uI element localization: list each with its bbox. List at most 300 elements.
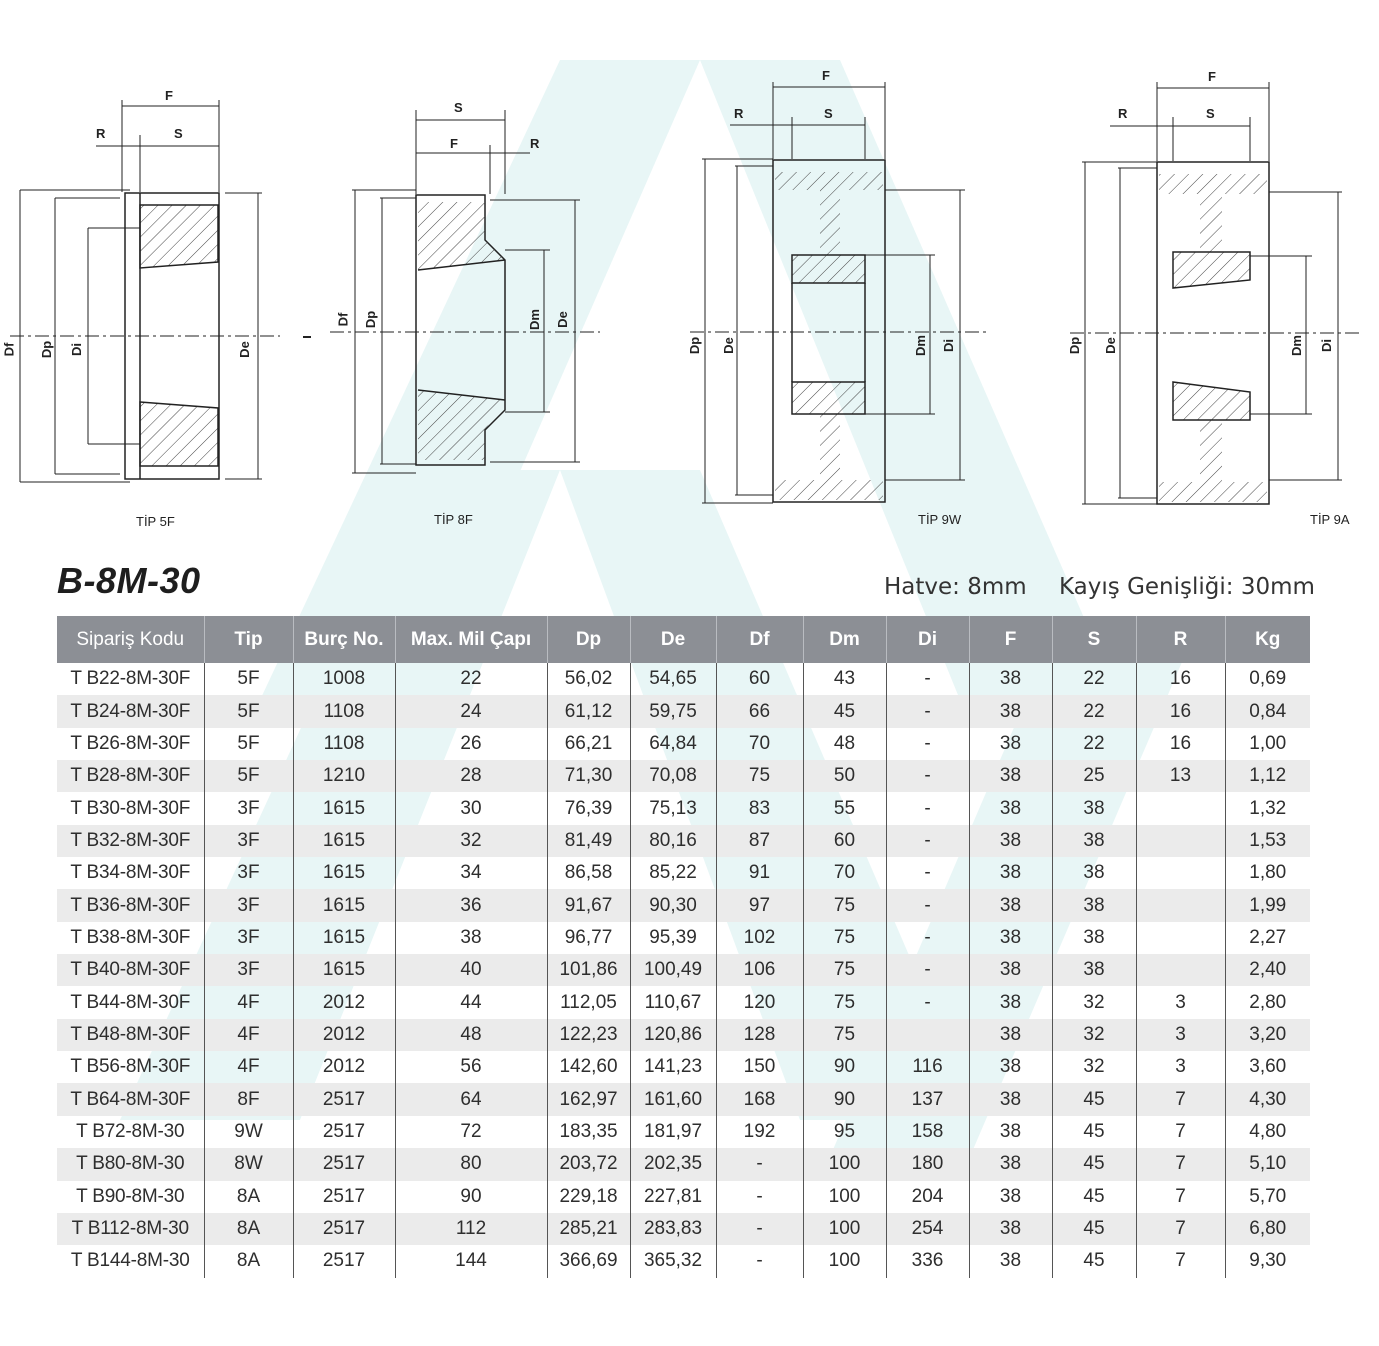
- cell-f: 38: [969, 1245, 1052, 1277]
- label-de: De: [554, 311, 570, 328]
- label-dp: Dp: [687, 336, 703, 355]
- cell-kg: 5,70: [1225, 1181, 1310, 1213]
- header-type: Tip: [204, 616, 293, 663]
- cell-order-code: T B36-8M-30F: [57, 889, 204, 921]
- table-row: [57, 695, 1310, 727]
- cell-bushing-no: 2517: [293, 1116, 395, 1148]
- cell-max-shaft-dia: 56: [395, 1051, 547, 1083]
- cell-max-shaft-dia: 30: [395, 792, 547, 824]
- label-de: De: [236, 341, 252, 358]
- cell-order-code: T B80-8M-30: [57, 1148, 204, 1180]
- cell-di: -: [886, 728, 969, 760]
- cell-kg: 0,69: [1225, 663, 1310, 695]
- cell-type: 4F: [204, 986, 293, 1018]
- cell-dp: 96,77: [547, 922, 630, 954]
- cell-de: 120,86: [630, 1019, 716, 1051]
- cell-dp: 162,97: [547, 1083, 630, 1115]
- diagram-tip-9w: [680, 62, 1000, 540]
- cell-max-shaft-dia: 48: [395, 1019, 547, 1051]
- separator-mark: [303, 336, 311, 338]
- label-dp: Dp: [39, 340, 55, 359]
- header-f: F: [969, 616, 1052, 663]
- cell-r: 7: [1136, 1181, 1225, 1213]
- cell-s: 38: [1052, 825, 1136, 857]
- cell-bushing-no: 2517: [293, 1213, 395, 1245]
- cell-df: 75: [716, 760, 803, 792]
- cell-type: 8A: [204, 1245, 293, 1277]
- table-row: [57, 986, 1310, 1018]
- header-df: Df: [716, 616, 803, 663]
- cell-dp: 142,60: [547, 1051, 630, 1083]
- cell-df: -: [716, 1148, 803, 1180]
- cell-de: 365,32: [630, 1245, 716, 1277]
- cell-de: 80,16: [630, 825, 716, 857]
- label-dp: Dp: [1067, 336, 1083, 355]
- table-row: [57, 1213, 1310, 1245]
- cell-max-shaft-dia: 28: [395, 760, 547, 792]
- cell-bushing-no: 1615: [293, 825, 395, 857]
- cell-max-shaft-dia: 144: [395, 1245, 547, 1277]
- cell-dp: 122,23: [547, 1019, 630, 1051]
- cell-s: 45: [1052, 1116, 1136, 1148]
- cell-s: 38: [1052, 954, 1136, 986]
- cell-dp: 285,21: [547, 1213, 630, 1245]
- cell-type: 3F: [204, 792, 293, 824]
- cell-s: 38: [1052, 922, 1136, 954]
- table-row: [57, 663, 1310, 695]
- cell-dm: 75: [803, 922, 886, 954]
- cell-dm: 75: [803, 954, 886, 986]
- cell-order-code: T B64-8M-30F: [57, 1083, 204, 1115]
- cell-di: -: [886, 695, 969, 727]
- cell-order-code: T B26-8M-30F: [70, 732, 191, 754]
- cell-df: 83: [716, 792, 803, 824]
- cell-di: -: [886, 986, 969, 1018]
- table-row: [57, 760, 1310, 792]
- cell-df: 120: [716, 986, 803, 1018]
- cell-bushing-no: 2517: [293, 1245, 395, 1277]
- cell-de: 95,39: [630, 922, 716, 954]
- header-de: De: [630, 616, 716, 663]
- cell-dp: 101,86: [547, 954, 630, 986]
- cell-type: 5F: [204, 663, 293, 695]
- cell-dm: 100: [803, 1245, 886, 1277]
- cell-kg: 2,80: [1225, 986, 1310, 1018]
- cell-kg: 3,60: [1225, 1051, 1310, 1083]
- cell-s: 38: [1052, 792, 1136, 824]
- cell-dm: 45: [803, 695, 886, 727]
- header-max-shaft-dia: Max. Mil Çapı: [395, 616, 547, 663]
- label-f: F: [1208, 69, 1216, 84]
- cell-dm: 90: [803, 1083, 886, 1115]
- header-s: S: [1052, 616, 1136, 663]
- cell-dm: 43: [803, 663, 886, 695]
- cell-s: 45: [1052, 1148, 1136, 1180]
- cell-df: -: [716, 1245, 803, 1277]
- cell-kg: 1,80: [1225, 857, 1310, 889]
- label-s: S: [824, 106, 833, 121]
- table-row: [57, 1019, 1310, 1051]
- cell-dm: 100: [803, 1213, 886, 1245]
- cell-f: 38: [969, 954, 1052, 986]
- cell-s: 22: [1052, 695, 1136, 727]
- cell-df: 192: [716, 1116, 803, 1148]
- pulley-spec-table: [57, 616, 1310, 1278]
- cell-df: 102: [716, 922, 803, 954]
- cell-di: 137: [886, 1083, 969, 1115]
- cell-df: 150: [716, 1051, 803, 1083]
- cell-de: 202,35: [630, 1148, 716, 1180]
- cell-s: 45: [1052, 1245, 1136, 1277]
- cell-max-shaft-dia: 34: [395, 857, 547, 889]
- cell-dp: 66,21: [547, 728, 630, 760]
- cell-kg: 1,99: [1225, 889, 1310, 921]
- caption-tip-8f: TİP 8F: [434, 512, 473, 527]
- cell-order-code: T B72-8M-30: [76, 1120, 185, 1142]
- cell-order-code: T B34-8M-30F: [70, 862, 191, 884]
- cell-bushing-no: 2012: [293, 1019, 395, 1051]
- label-f: F: [822, 68, 830, 83]
- cell-type: 3F: [204, 922, 293, 954]
- table-row: [57, 728, 1310, 760]
- cell-max-shaft-dia: 24: [395, 695, 547, 727]
- table-row: [57, 857, 1310, 889]
- cell-f: 38: [969, 857, 1052, 889]
- cell-max-shaft-dia: 26: [395, 728, 547, 760]
- cell-dm: 95: [803, 1116, 886, 1148]
- cell-di: -: [886, 889, 969, 921]
- cell-de: 90,30: [630, 889, 716, 921]
- cell-df: 87: [716, 825, 803, 857]
- cell-order-code: T B48-8M-30F: [57, 1019, 204, 1051]
- cell-bushing-no: 1615: [293, 889, 395, 921]
- cell-type: 3F: [204, 857, 293, 889]
- cell-kg: 2,40: [1225, 954, 1310, 986]
- cell-type: 4F: [204, 1019, 293, 1051]
- cell-dm: 100: [803, 1148, 886, 1180]
- cell-max-shaft-dia: 44: [395, 986, 547, 1018]
- cell-dp: 86,58: [547, 857, 630, 889]
- cell-df: 60: [716, 663, 803, 695]
- cell-df: 70: [716, 728, 803, 760]
- cell-df: 97: [716, 889, 803, 921]
- cell-max-shaft-dia: 112: [395, 1213, 547, 1245]
- cell-bushing-no: 1008: [293, 663, 395, 695]
- caption-tip-5f: TİP 5F: [136, 514, 175, 529]
- header-kg: Kg: [1225, 616, 1310, 663]
- cell-r: 7: [1136, 1213, 1225, 1245]
- table-body: [57, 663, 1310, 1278]
- label-r: R: [1118, 106, 1128, 121]
- cell-s: 38: [1052, 857, 1136, 889]
- cell-order-code: T B112-8M-30: [57, 1213, 204, 1245]
- cell-s: 22: [1052, 728, 1136, 760]
- header-order-code: Sipariş Kodu: [57, 616, 204, 663]
- cell-bushing-no: 2012: [293, 1051, 395, 1083]
- cell-dp: 61,12: [547, 695, 630, 727]
- cell-kg: 9,30: [1225, 1245, 1310, 1277]
- cell-f: 38: [969, 695, 1052, 727]
- cell-f: 38: [969, 792, 1052, 824]
- cell-max-shaft-dia: 64: [395, 1083, 547, 1115]
- cell-de: 59,75: [630, 695, 716, 727]
- cell-dp: 71,30: [547, 760, 630, 792]
- cell-df: -: [716, 1181, 803, 1213]
- label-dm: Dm: [1288, 335, 1304, 356]
- cell-order-code: T B144-8M-30: [70, 1250, 190, 1272]
- cell-kg: 4,30: [1225, 1083, 1310, 1115]
- table-row: [57, 954, 1310, 986]
- cell-bushing-no: 1615: [293, 857, 395, 889]
- cell-kg: 3,20: [1225, 1019, 1310, 1051]
- cell-dp: 229,18: [547, 1181, 630, 1213]
- cell-bushing-no: 2012: [293, 986, 395, 1018]
- cell-order-code: T B38-8M-30F: [70, 926, 191, 948]
- cell-dm: 60: [803, 825, 886, 857]
- cell-r: 16: [1136, 663, 1225, 695]
- cell-de: 227,81: [630, 1181, 716, 1213]
- cell-order-code: T B30-8M-30F: [70, 797, 191, 819]
- cell-type: 8W: [204, 1148, 293, 1180]
- label-r: R: [96, 126, 106, 141]
- cell-r: [1136, 825, 1225, 857]
- cell-max-shaft-dia: 38: [395, 922, 547, 954]
- cell-kg: 1,12: [1225, 760, 1310, 792]
- table-row: [57, 1245, 1310, 1277]
- table-row: [57, 1116, 1310, 1148]
- label-dm: Dm: [526, 309, 542, 330]
- cell-type: 8F: [204, 1083, 293, 1115]
- diagram-tip-9a: [1060, 62, 1375, 540]
- cell-di: 180: [886, 1148, 969, 1180]
- label-di: Di: [69, 343, 84, 356]
- diagram-tip-5f: [0, 80, 300, 540]
- header-di: Di: [886, 616, 969, 663]
- cell-de: 141,23: [630, 1051, 716, 1083]
- cell-order-code: T B32-8M-30F: [57, 825, 204, 857]
- cell-df: 106: [716, 954, 803, 986]
- table-row: [57, 825, 1310, 857]
- cell-dm: 75: [803, 986, 886, 1018]
- cell-f: 38: [969, 825, 1052, 857]
- cell-de: 64,84: [630, 728, 716, 760]
- cell-r: 7: [1136, 1116, 1225, 1148]
- cell-f: 38: [969, 922, 1052, 954]
- cell-order-code: T B44-8M-30F: [70, 991, 191, 1013]
- cell-dm: 75: [803, 1019, 886, 1051]
- label-r: R: [530, 136, 540, 151]
- cell-de: 283,83: [630, 1213, 716, 1245]
- cell-di: [886, 1019, 969, 1051]
- cell-di: 336: [886, 1245, 969, 1277]
- cell-dm: 70: [803, 857, 886, 889]
- cell-kg: 2,27: [1225, 922, 1310, 954]
- cell-di: 254: [886, 1213, 969, 1245]
- cell-bushing-no: 1108: [293, 728, 395, 760]
- cell-dp: 91,67: [547, 889, 630, 921]
- cell-r: [1136, 922, 1225, 954]
- cell-max-shaft-dia: 90: [395, 1181, 547, 1213]
- belt-width-spec: Kayış Genişliği: 30mm: [1059, 574, 1315, 600]
- cell-kg: 1,53: [1225, 825, 1310, 857]
- cell-r: 3: [1136, 1019, 1225, 1051]
- table-header-row: [57, 616, 1310, 663]
- cell-dp: 81,49: [547, 825, 630, 857]
- cell-de: 54,65: [630, 663, 716, 695]
- cell-df: 66: [716, 695, 803, 727]
- cell-de: 100,49: [630, 954, 716, 986]
- cell-max-shaft-dia: 72: [395, 1116, 547, 1148]
- pitch-spec: Hatve: 8mm: [884, 574, 1027, 600]
- caption-tip-9a: TİP 9A: [1310, 512, 1350, 527]
- cell-order-code: T B40-8M-30F: [57, 954, 204, 986]
- label-s: S: [454, 100, 463, 115]
- cell-f: 38: [969, 889, 1052, 921]
- cell-dp: 366,69: [547, 1245, 630, 1277]
- cell-f: 38: [969, 728, 1052, 760]
- cell-s: 25: [1052, 760, 1136, 792]
- caption-tip-9w: TİP 9W: [918, 512, 962, 527]
- cell-dp: 76,39: [547, 792, 630, 824]
- cell-s: 45: [1052, 1083, 1136, 1115]
- cell-dp: 112,05: [547, 986, 630, 1018]
- cell-s: 22: [1052, 663, 1136, 695]
- cell-dm: 55: [803, 792, 886, 824]
- cell-bushing-no: 1615: [293, 922, 395, 954]
- label-dm: Dm: [912, 335, 928, 356]
- cell-r: 7: [1136, 1148, 1225, 1180]
- cell-r: 7: [1136, 1245, 1225, 1277]
- cell-bushing-no: 1615: [293, 954, 395, 986]
- cell-type: 9W: [204, 1116, 293, 1148]
- cell-s: 32: [1052, 1051, 1136, 1083]
- cell-max-shaft-dia: 36: [395, 889, 547, 921]
- cell-r: 16: [1136, 695, 1225, 727]
- cell-dm: 48: [803, 728, 886, 760]
- cell-di: -: [886, 825, 969, 857]
- label-de: De: [1102, 337, 1118, 354]
- header-bushing-no: Burç No.: [293, 616, 395, 663]
- cell-di: -: [886, 760, 969, 792]
- label-di: Di: [1319, 339, 1334, 352]
- label-r: R: [734, 106, 744, 121]
- cell-bushing-no: 1210: [293, 760, 395, 792]
- cell-type: 4F: [204, 1051, 293, 1083]
- cell-type: 3F: [204, 889, 293, 921]
- cell-s: 45: [1052, 1213, 1136, 1245]
- cell-di: -: [886, 792, 969, 824]
- cell-order-code: T B90-8M-30: [76, 1185, 185, 1207]
- label-f: F: [165, 88, 173, 103]
- cell-f: 38: [969, 1181, 1052, 1213]
- cell-r: 7: [1136, 1083, 1225, 1115]
- cell-order-code: T B28-8M-30F: [57, 760, 204, 792]
- cell-r: [1136, 792, 1225, 824]
- cell-kg: 5,10: [1225, 1148, 1310, 1180]
- cell-di: -: [886, 954, 969, 986]
- cell-di: -: [886, 663, 969, 695]
- label-df: Df: [335, 312, 351, 327]
- cell-type: 5F: [204, 728, 293, 760]
- cell-de: 85,22: [630, 857, 716, 889]
- cell-bushing-no: 1108: [293, 695, 395, 727]
- cell-de: 75,13: [630, 792, 716, 824]
- cell-de: 161,60: [630, 1083, 716, 1115]
- table-row: [57, 1181, 1310, 1213]
- label-de: De: [720, 337, 736, 354]
- cell-r: [1136, 857, 1225, 889]
- cell-s: 45: [1052, 1181, 1136, 1213]
- cell-df: 91: [716, 857, 803, 889]
- cell-kg: 4,80: [1225, 1116, 1310, 1148]
- table-row: [57, 1051, 1310, 1083]
- cell-di: 204: [886, 1181, 969, 1213]
- header-dp: Dp: [547, 616, 630, 663]
- cell-df: 128: [716, 1019, 803, 1051]
- cell-max-shaft-dia: 40: [395, 954, 547, 986]
- cell-di: 158: [886, 1116, 969, 1148]
- cell-max-shaft-dia: 80: [395, 1148, 547, 1180]
- cell-de: 110,67: [630, 986, 716, 1018]
- label-dp: Dp: [363, 310, 379, 329]
- cell-max-shaft-dia: 22: [395, 663, 547, 695]
- cell-f: 38: [969, 760, 1052, 792]
- cell-order-code: T B56-8M-30F: [70, 1056, 191, 1078]
- cell-order-code: T B22-8M-30F: [70, 668, 191, 690]
- cell-kg: 0,84: [1225, 695, 1310, 727]
- label-s: S: [174, 126, 183, 141]
- cell-r: 16: [1136, 728, 1225, 760]
- table-row: [57, 792, 1310, 824]
- cell-f: 38: [969, 1148, 1052, 1180]
- table-row: [57, 1148, 1310, 1180]
- cell-f: 38: [969, 1116, 1052, 1148]
- cell-di: -: [886, 922, 969, 954]
- cell-order-code: T B24-8M-30F: [57, 695, 204, 727]
- cell-r: 13: [1136, 760, 1225, 792]
- cell-max-shaft-dia: 32: [395, 825, 547, 857]
- cell-s: 32: [1052, 986, 1136, 1018]
- cell-bushing-no: 2517: [293, 1148, 395, 1180]
- cell-type: 3F: [204, 954, 293, 986]
- cell-f: 38: [969, 1083, 1052, 1115]
- cell-f: 38: [969, 663, 1052, 695]
- page-title: B-8M-30: [57, 560, 201, 601]
- cell-r: [1136, 889, 1225, 921]
- label-f: F: [450, 136, 458, 151]
- cell-s: 38: [1052, 889, 1136, 921]
- table-row: [57, 922, 1310, 954]
- label-s: S: [1206, 106, 1215, 121]
- cell-bushing-no: 2517: [293, 1181, 395, 1213]
- cell-dp: 183,35: [547, 1116, 630, 1148]
- cell-type: 8A: [204, 1213, 293, 1245]
- cell-bushing-no: 1615: [293, 792, 395, 824]
- cell-f: 38: [969, 986, 1052, 1018]
- cell-dm: 100: [803, 1181, 886, 1213]
- cell-di: -: [886, 857, 969, 889]
- cell-f: 38: [969, 1213, 1052, 1245]
- cell-df: -: [716, 1213, 803, 1245]
- cell-df: 168: [716, 1083, 803, 1115]
- cell-dm: 90: [803, 1051, 886, 1083]
- cell-kg: 1,00: [1225, 728, 1310, 760]
- cell-s: 32: [1052, 1019, 1136, 1051]
- cell-bushing-no: 2517: [293, 1083, 395, 1115]
- header-dm: Dm: [803, 616, 886, 663]
- diagram-tip-8f: [300, 90, 620, 540]
- cell-r: 3: [1136, 1051, 1225, 1083]
